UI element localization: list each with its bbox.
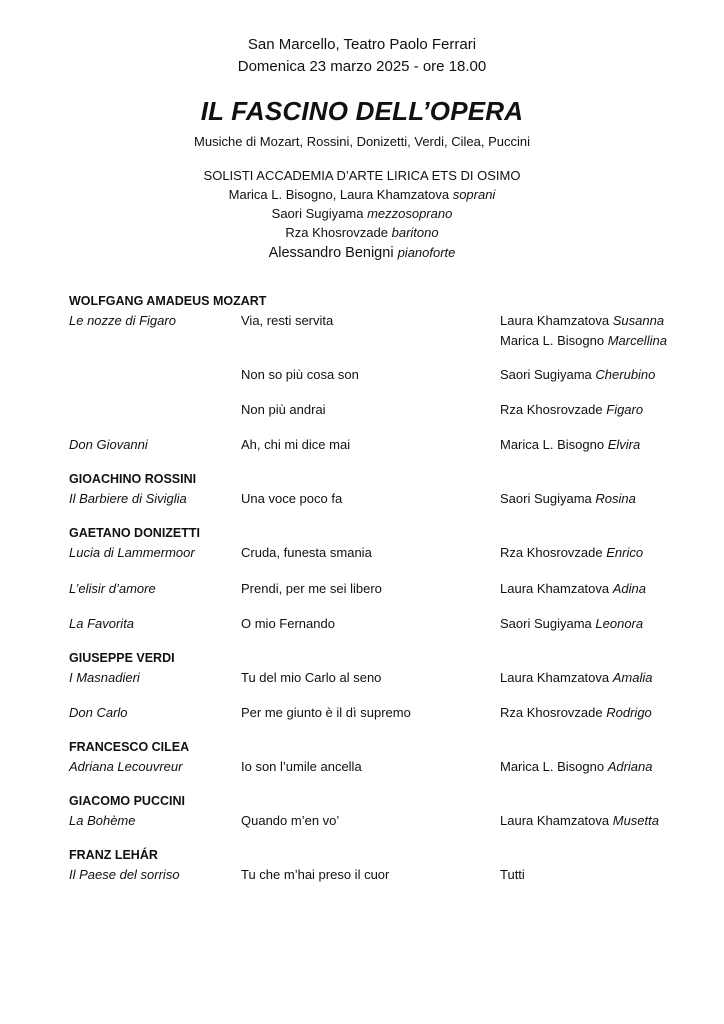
role-name: Amalia — [612, 670, 653, 685]
composer-heading: FRANZ LEHÁR — [69, 848, 158, 862]
singer-name: Laura Khamzatova — [500, 670, 610, 685]
singer-credit — [500, 668, 653, 688]
singer-credit — [500, 435, 640, 455]
opera-title: Don Carlo — [69, 705, 128, 720]
composer-heading: GIUSEPPE VERDI — [69, 651, 175, 665]
role-name: Figaro — [606, 402, 644, 417]
role-name: Adriana — [607, 759, 653, 774]
singer-credit — [500, 543, 643, 563]
singer-credit — [500, 811, 659, 831]
singer-name: Saori Sugiyama — [500, 616, 592, 631]
singer-name: Marica L. Bisogno — [500, 759, 605, 774]
program-row — [69, 616, 689, 656]
composer-heading: GAETANO DONIZETTI — [69, 526, 201, 540]
pianist-name: Alessandro Benigni — [268, 245, 394, 261]
aria-title: Prendi, per me sei libero — [241, 581, 382, 596]
composer-heading: GIOACHINO ROSSINI — [69, 472, 197, 486]
role-name: Rosina — [595, 491, 636, 506]
composer-heading: FRANCESCO CILEA — [69, 740, 190, 754]
singer-name: Saori Sugiyama — [500, 491, 592, 506]
aria-title: O mio Fernando — [241, 616, 335, 631]
baritone-line — [0, 223, 724, 242]
baritone-name: Rza Khosrovzade — [285, 225, 388, 240]
ensemble-name: SOLISTI ACCADEMIA D’ARTE LIRICA ETS DI OSIMO — [203, 168, 521, 183]
pianist-line — [0, 243, 724, 263]
singer-name: Rza Khosrovzade — [500, 705, 603, 720]
aria-title: Tu del mio Carlo al seno — [241, 670, 382, 685]
role-name: Elvira — [607, 437, 641, 452]
program-row — [69, 759, 689, 799]
aria-title: Via, resti servita — [241, 313, 334, 328]
cast-list — [0, 166, 724, 263]
role-name: Adina — [612, 581, 646, 596]
opera-title: Don Giovanni — [69, 437, 148, 452]
program-row — [69, 437, 689, 477]
program-row — [69, 313, 689, 353]
role-name: Rodrigo — [606, 705, 652, 720]
aria-title: Non so più cosa son — [241, 367, 359, 382]
role-name: Enrico — [606, 545, 644, 560]
aria-title: Cruda, funesta smania — [241, 545, 372, 560]
opera-title: I Masnadieri — [69, 670, 140, 685]
opera-title: Il Paese del sorriso — [69, 867, 180, 882]
program-row — [69, 867, 689, 907]
opera-title: Lucia di Lammermoor — [69, 545, 195, 560]
baritone-role: baritono — [391, 225, 439, 240]
program-row — [69, 491, 689, 531]
date-line: Domenica 23 marzo 2025 - ore 18.00 — [237, 58, 487, 75]
aria-title: Io son l’umile ancella — [241, 759, 362, 774]
singer-name: Laura Khamzatova — [500, 813, 610, 828]
singer-name: Marica L. Bisogno — [500, 333, 605, 348]
opera-title: La Favorita — [69, 616, 135, 631]
role-name: Leonora — [595, 616, 644, 631]
mezzo-role: mezzosoprano — [367, 206, 453, 221]
singer-name: Saori Sugiyama — [500, 367, 592, 382]
opera-title: L’elisir d’amore — [69, 581, 156, 596]
sopranos-names: Marica L. Bisogno, Laura Khamzatova — [228, 187, 450, 202]
singer-name: Laura Khamzatova — [500, 313, 610, 328]
singer-name: Laura Khamzatova — [500, 581, 610, 596]
aria-title: Quando m’en vo’ — [241, 813, 340, 828]
singer-name: Marica L. Bisogno — [500, 437, 605, 452]
singer-credit — [500, 614, 643, 634]
singer-credit — [500, 400, 643, 420]
concert-subtitle: Musiche di Mozart, Rossini, Donizetti, Verdi, Cilea, Puccini — [194, 134, 530, 149]
opera-title: Il Barbiere di Siviglia — [69, 491, 187, 506]
aria-title: Non più andrai — [241, 402, 326, 417]
singer-credit — [500, 311, 667, 351]
opera-title: Le nozze di Figaro — [69, 313, 176, 328]
singer-credit — [500, 365, 655, 385]
singer-credit — [500, 703, 652, 723]
composer-heading: WOLFGANG AMADEUS MOZART — [69, 294, 267, 308]
role-name: Marcellina — [607, 333, 667, 348]
mezzo-name: Saori Sugiyama — [271, 206, 364, 221]
opera-title: La Bohème — [69, 813, 136, 828]
mezzo-line — [0, 204, 724, 223]
singer-credit — [500, 757, 653, 777]
role-name: Susanna — [612, 313, 665, 328]
pianist-role: pianoforte — [397, 245, 456, 260]
aria-title: Ah, chi mi dice mai — [241, 437, 351, 452]
singer-name: Rza Khosrovzade — [500, 545, 603, 560]
singer-credit — [500, 579, 646, 599]
singer-credit — [500, 489, 636, 509]
singer-name: Tutti — [500, 867, 525, 882]
opera-title: Adriana Lecouvreur — [69, 759, 183, 774]
aria-title: Tu che m’hai preso il cuor — [241, 867, 390, 882]
venue-line: San Marcello, Teatro Paolo Ferrari — [247, 36, 477, 53]
role-name: Cherubino — [595, 367, 656, 382]
role-name: Musetta — [612, 813, 659, 828]
singer-credit — [500, 865, 525, 885]
program-row — [69, 705, 689, 745]
composer-heading: GIACOMO PUCCINI — [69, 794, 185, 808]
aria-title: Per me giunto è il dì supremo — [241, 705, 411, 720]
aria-title: Una voce poco fa — [241, 491, 343, 506]
program-row — [69, 813, 689, 853]
concert-title: IL FASCINO DELL’OPERA — [200, 96, 524, 126]
sopranos-role: soprani — [452, 187, 496, 202]
sopranos-line — [0, 185, 724, 204]
singer-name: Rza Khosrovzade — [500, 402, 603, 417]
